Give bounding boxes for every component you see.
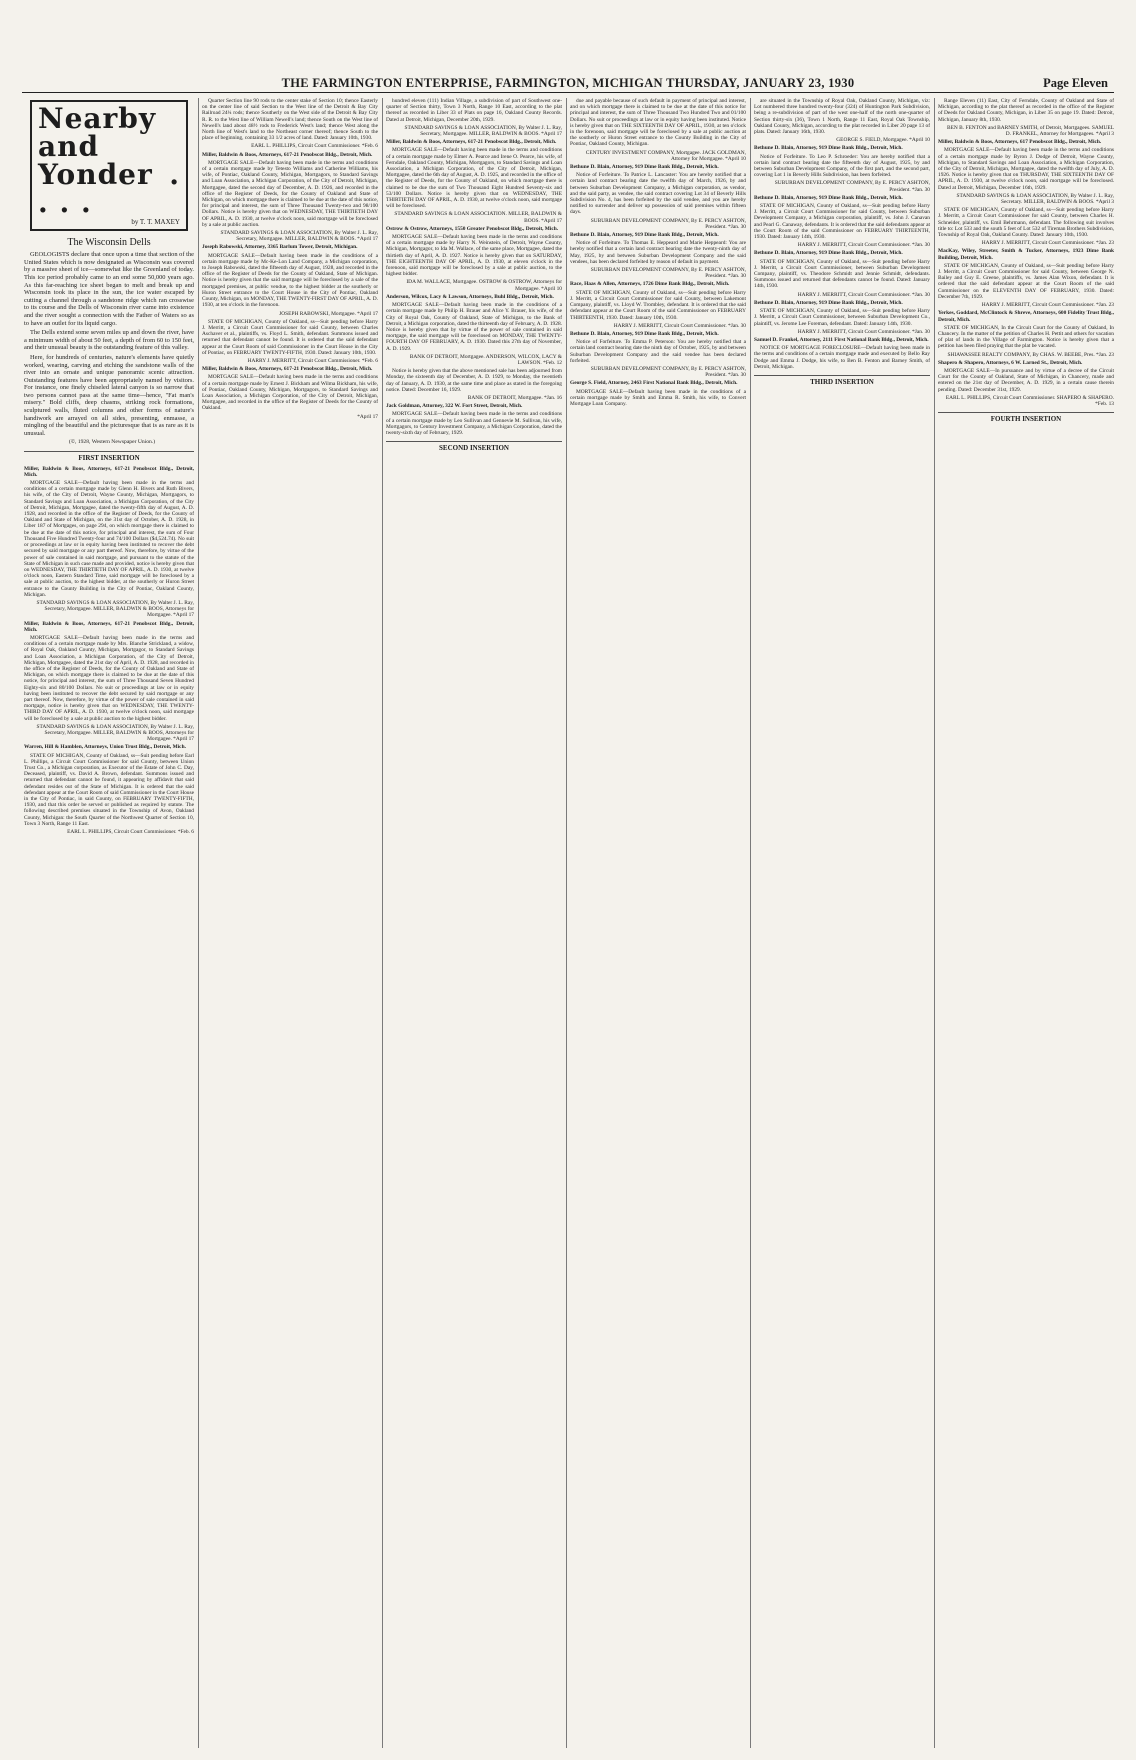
notice-body: STATE OF MICHIGAN, County of Oakland, ss—Suit pending before Harry J. Merritt, a Circuit Court Commissioner for said County, between Suburban Development Company, a Michigan corporation, plaintiff, vs. John J. Canavan and Pearl G. Canaway, defendants. It is ordered that the said defendants appear at the Court Room of the said Commissioner on FEBRUARY THIRTEENTH, 1930. Dated: January 14th, 1930. (754, 203, 930, 241)
notice-body: NOTICE OF MORTGAGE FORECLOSURE—Default having been made in the terms and conditions of a certain mortgage made and executed by Bello Ray Dodge and Emma J. Dodge, his wife, to Ben B. Fenton and Barney Smith, of Detroit, Michigan. (754, 345, 930, 370)
notice-body: MORTGAGE SALE—Default having been made in the terms and conditions of a certain mortgage made by Mrs. Blanche Strickland, a widow, of Royal Oak, Oakland County, Michigan, Mortgagor, to Standard Savings and Loan Association, a Michigan Corporation, of the City of Detroit, Michigan, Mortgagee, dated the 21st day of April, A. D. 1928, and recorded in the office of the Register of Deeds, for the County of Oakland and State of Michigan, on which mortgage there is claimed to be due at the date of this notice, for principal and interest, the sum of Three Thousand Seven Hundred Eighty-six and 80/100 Dollars. No suit or proceedings at law or in equity having been instituted to recover the debt secured by said mortgage or any part thereof. Now, therefore, by virtue of the power of sale contained in said mortgage, notice is hereby given that on WEDNESDAY, THE TWENTY-THIRD DAY OF APRIL, A. D. 1930, at twelve o'clock noon, said mortgage will be foreclosed by a sale at public auction to the highest bidder. (24, 634, 194, 722)
notice-signature: SUBURBAN DEVELOPMENT COMPANY, By E. PERCY ASHTON, President. *Jan. 30 (590, 217, 746, 230)
notice-heading: Miller, Baldwin & Boos, Attorneys, 617 Penobscot Bldg., Detroit, Mich. (938, 139, 1102, 146)
feature-paragraph: The Dells extend some seven miles up and down the river, have a minimum width of about 50 feet, a depth of from 60 to 150 feet, and their unusual beauty is the outstanding feature of this valley. (24, 329, 194, 352)
section-heading: SECOND INSERTION (386, 441, 562, 453)
notice-heading: Anderson, Wilcox, Lacy & Lawson, Attorneys, Buhl Bldg., Detroit, Mich. (386, 293, 554, 300)
legal-notice (386, 226, 562, 292)
notice-list (570, 98, 746, 407)
notice-body: are situated in the Township of Royal Oak, Oakland County, Michigan, viz: Lot numbered three hundred twenty-four (324) of Huntington Park Subdivision, being a re-subdivision of part of the west one-half of the north one-quarter of Section thirty-six (36), Town 1 North, Range 11 East, Royal Oak Township, Oakland County, Michigan, according to the plat recorded in Liber 20 page 13 of plats. Dated: January 16th, 1930. (754, 98, 930, 136)
legal-notice (570, 98, 746, 162)
legal-notice (570, 281, 746, 328)
notice-signature: HARRY J. MERRITT, Circuit Court Commissioner. *Jan. 30 (613, 322, 746, 329)
notice-list (754, 98, 930, 370)
notice-signature: STANDARD SAVINGS & LOAN ASSOCIATION, By Walter J. L. Ray, Secretary, Mortgagee. MILLER, BALDWIN & BOOS, Attorneys for Mortgagee. *April 17 (36, 599, 194, 619)
masthead (22, 76, 1114, 93)
notice-signature: HARRY J. MERRITT, Circuit Court Commissioner. *Feb. 6 (247, 357, 378, 364)
notice-body: MORTGAGE SALE—Default having been made in the terms and conditions of a certain mortgage made by Glenn H. Bivers and Ruth Bivers, his wife, of the City of Detroit, Wayne County, Michigan, Mortgagors, to Standard Savings and Loan Association, a Michigan Corporation, of the City of Detroit, Michigan, Mortgagee, dated the twenty-fifth day of August, A. D. 1928, and recorded in the office of the Register of Deeds, for the County of Oakland and State of Michigan, on the 31st day of October, A. D. 1928, in Liber 187 of Mortgages, on page 294, on which mortgage there is claimed to be due at the date of this notice, for principal and interest, the sum of Four Thousand Five Hundred Twenty-four and 74/100 Dollars ($4,524.74). No suit or proceedings at law or in equity having been instituted to recover the debt secured by said mortgage or any part thereof. Now, therefore, by virtue of the power of sale contained in said mortgage, and pursuant to the statute of the State of Michigan in such case made and provided, notice is hereby given that on WEDNESDAY, THE THIRTIETH DAY OF APRIL, A. D. 1930, at twelve o'clock noon, Eastern Standard Time, said mortgage will be foreclosed by a sale at public auction, to the highest bidder, at the southerly or Huron Street entrance to the County Building in the City of Pontiac, Oakland County, Michigan. (24, 480, 194, 598)
notice-heading: Miller, Baldwin & Boos, Attorneys, 617-21 Penobscot Bldg., Detroit, Mich. (202, 151, 373, 158)
legal-notice (938, 248, 1114, 308)
legal-notice (570, 232, 746, 279)
notice-signature: EARL L. PHILLIPS, Circuit Court Commissioner. *Feb. 6 (251, 143, 378, 150)
notice-body: MORTGAGE SALE—Default having been made in the terms and conditions of a certain mortgage made by Byron J. Dodge of Detroit, Wayne County, Michigan, to Standard Savings and Loan Association, a Michigan Corporation, of the City of Detroit, Michigan, Mortgagee, dated the twelfth day of July, A. D. 1926. Notice is hereby given that on THURSDAY, THE SIXTEENTH DAY OF APRIL, A. D. 1930, at twelve o'clock noon, said mortgage will be foreclosed. Dated at Detroit, Michigan, December 16th, 1929. (938, 147, 1114, 191)
notice-body: STATE OF MICHIGAN, County of Oakland, ss—Suit pending before Harry J. Merritt, a Circuit Court Commissioner, between Suburban Development Co., plaintiff, vs. Jerome Lee Foreman, defendant. Dated: January 14th, 1930. (754, 308, 930, 327)
legal-notice (754, 98, 930, 143)
notice-signature: BEN B. FENTON and BARNEY SMITH, of Detroit, Mortgagees. SAMUEL D. FRANKEL, Attorney for Mortgagees. *April 3 (947, 124, 1114, 138)
column-6 (938, 98, 1114, 1750)
column-rule (382, 98, 383, 1748)
notice-heading: Bethune D. Blain, Attorney, 919 Dime Bank Bldg., Detroit, Mich. (754, 145, 903, 152)
legal-notice (202, 319, 378, 364)
notice-body: Quarter Section line 90 rods to the center stake of Section 10; thence Easterly on the center line of said Section to the West line of the Detroit & Bay City Railroad 24¼ rods; thence Southerly on the West side of the Detroit & Bay City R. R. to the West line of William Newell's land; thence South on the West line of Newell's land about 48½ rods to Frederick West's land; thence West along the North line of West's land to the Northeast corner thereof; thence South to the place of beginning, containing 33 1/2 acres of land. Dated: January 10th, 1930. (202, 98, 378, 142)
notice-signature: SHIAWASSEE REALTY COMPANY, By CHAS. W. BEEBE, Pres. *Jan. 23 (947, 351, 1114, 358)
notice-heading: Bethune D. Blain, Attorney, 919 Dime Bank Bldg., Detroit, Mich. (570, 232, 719, 239)
notice-body: MORTGAGE SALE—Default having been made in the terms and conditions of a certain mortgage made by Leo Sullivan and Gennevie M. Sullivan, his wife, Mortgagors, to Century Investment Company, a Michigan Corporation, dated the twenty-sixth day of February, 1929. (386, 411, 562, 436)
column-rule (566, 98, 567, 1748)
notice-body: MORTGAGE SALE—Default having been made in the conditions of a certain mortgage made by Mc-Ke-Lon Land Company, a Michigan corporation, to Joseph Rabowski, dated the fifteenth day of August, 1928, and recorded in the office of the Register of Deeds for the County of Oakland, State of Michigan. Notice is hereby given that the said mortgage will be foreclosed by a sale of the mortgaged premises, at public vendue, to the highest bidder at the southerly or Huron Street entrance to the Court House in the City of Pontiac, Oakland County, Michigan, on MONDAY, THE TWENTY-FIRST DAY OF APRIL, A. D. 1930, at ten o'clock in the forenoon. (202, 252, 378, 309)
notice-heading: Bethune D. Blain, Attorney, 919 Dime Bank Bldg., Detroit, Mich. (754, 194, 903, 201)
legal-notice (202, 366, 378, 420)
section-heading: FIRST INSERTION (24, 451, 194, 463)
legal-notice (202, 98, 378, 150)
notice-list (386, 98, 562, 436)
legal-notice (938, 360, 1114, 407)
page-label: Page Eleven (1043, 76, 1108, 90)
notice-signature: *April 17 (357, 413, 378, 420)
notice-signature: SUBURBAN DEVELOPMENT COMPANY, By E. PERCY ASHTON, President. *Jan. 30 (590, 267, 746, 280)
notice-body: MORTGAGE SALE—Default having been made in the conditions of a certain mortgage made by Philip H. Brauer and Alice Y. Brauer, his wife, of the City of Royal Oak, County of Oakland, State of Michigan, to the Bank of Detroit, a Michigan corporation, dated the thirteenth day of February, A. D. 1928. Notice is hereby given that by virtue of the power of sale contained in said mortgage, the said mortgage will be foreclosed on MONDAY, THE TWENTY-FOURTH DAY OF FEBRUARY, A. D. 1930. Dated this 27th day of November, A. D. 1929. (386, 302, 562, 352)
notice-heading: Shapero & Shapero, Attorneys, 6 W. Larned St., Detroit, Mich. (938, 359, 1083, 366)
section-heading: FOURTH INSERTION (938, 412, 1114, 424)
column-5 (754, 98, 930, 1750)
notice-signature: HARRY J. MERRITT, Circuit Court Commissioner. *Jan. 30 (797, 242, 930, 249)
legal-notice (386, 294, 562, 366)
legal-notice (202, 152, 378, 243)
legal-notice (386, 139, 562, 224)
copyright-line: (©, 1928, Western Newspaper Union.) (68, 439, 156, 446)
legal-notice (24, 466, 194, 619)
column-3 (386, 98, 562, 1750)
legal-notice (202, 244, 378, 316)
notice-body: STATE OF MICHIGAN, In the Circuit Court for the County of Oakland, In Chancery. In the matter of the petition of Charles H. Pettit and others for vacation of plat of lands in the Village of Farmington. Notice is hereby given that a petition has been filed praying that the plat be vacated. (938, 324, 1114, 350)
notice-signature: JOSEPH RABOWSKI, Mortgagee. *April 17 (279, 310, 378, 317)
feature-title-line1: Nearby and (38, 102, 157, 163)
legal-notice (386, 368, 562, 401)
notice-signature: STANDARD SAVINGS & LOAN ASSOCIATION, By Walter J. L. Ray, Secretary, Mortgagee. MILLER, BALDWIN & BOOS. *April 17 (404, 124, 562, 138)
notice-body: Notice of Forfeiture. To Patrice L. Lancaster: You are hereby notified that a certain land contract bearing date the twelfth day of March, 1926, by and between Suburban Development Company, a Michigan corporation, as vendor, and the said party, as vendee, the said contract covering Lot 34 of Beverly Hills Subdivision No. 4, has been forfeited by the said vendee, and you are hereby notified to surrender and deliver up possession of said premises within fifteen days. (570, 172, 746, 216)
feature-paragraph: GEOLOGISTS declare that once upon a time that section of the United States which is now designated as Wisconsin was covered by a massive sheet of ice—somewhat like the Greenland of today. This ice period probably came to an end some 50,000 years ago. As this far-reaching ice sheet began to melt and break up and Wisconsin took its place in the sun, the ice water escaped by cutting a channel through a sandstone ridge which ran crosswise to its course and the Dells of Wisconsin river came into existence and the river sought a connection with the Father of Waters so as to have an outlet for its liquid cargo. (24, 251, 194, 327)
notice-heading: MacKay, Wiley, Streeter, Smith & Tucker, Attorneys, 1923 Dime Bank Building, Detroit, Mich. (938, 248, 1114, 261)
masthead-title: THE FARMINGTON ENTERPRISE, FARMINGTON, MICHIGAN THURSDAY, JANUARY 23, 1930 (281, 76, 855, 90)
notice-body: MORTGAGE SALE—Default having been made in the conditions of a certain mortgage made by Smith and Emma R. Smith, his wife, to Convert Mortgage Loan Company. (570, 388, 746, 407)
notice-list (938, 98, 1114, 407)
notice-body: STATE OF MICHIGAN, County of Oakland, ss—Suit pending before Harry J. Merritt, a Circuit Court Commissioner, between Suburban Development Company, plaintiff, vs. Theodore Schmidt and Jennie Schmidt, defendants. Summons issued and returned that defendants cannot be found. Dated: January 14th, 1930. (754, 258, 930, 290)
legal-notice (754, 145, 930, 192)
legal-notice (754, 195, 930, 249)
column-rule (934, 98, 935, 1748)
notice-signature: GEORGE S. FIELD, Mortgagee. *April 10 (836, 137, 930, 144)
notice-body: hundred eleven (111) Indian Village, a subdivision of part of Southwest one-quarter of Section thirty, Town 3 North, Range 10 East, according to the plat thereof as recorded in Liber 33 of Plats on page 16, Oakland County Records. Dated at Detroit, Michigan, December 20th, 1929. (386, 98, 562, 123)
legal-notice (24, 621, 194, 743)
legal-notice (938, 207, 1114, 246)
legal-notice (938, 310, 1114, 357)
legal-notice (754, 250, 930, 297)
feature-body (24, 251, 194, 437)
legal-notice (754, 337, 930, 370)
notice-signature: STANDARD SAVINGS & LOAN ASSOCIATION, By Walter J. L. Ray, Secretary. MILLER, BALDWIN & BOOS. *April 3 (956, 192, 1114, 206)
notice-body: STATE OF MICHIGAN, County of Oakland, ss—Suit pending before Harry J. Merritt, a Circuit Court Commissioner for said County, between Charles H. Schneider, plaintiff, vs. Emil Behrmann, defendant. The following suit involves title to: Lot 533 and the south 5 feet of Lot 532 of Tireman Brothers Subdivision, Township of Royal Oak, Oakland County. Dated: January 10th, 1930. (938, 207, 1114, 239)
notice-signature: STANDARD SAVINGS & LOAN ASSOCIATION, By Walter J. L. Ray, Secretary, Mortgagee. MILLER, BALDWIN & BOOS, Attorneys for Mortgagee. *April 17 (36, 723, 194, 743)
notice-list (24, 466, 194, 836)
notice-signature: SUBURBAN DEVELOPMENT COMPANY, By E. PERCY ASHTON, President. *Jan. 30 (774, 180, 930, 193)
notice-heading: Miller, Baldwin & Boos, Attorneys, 617-21 Penobscot Bldg., Detroit, Mich. (24, 465, 194, 478)
legal-notice (570, 331, 746, 378)
notice-body: MORTGAGE SALE—In pursuance and by virtue of a decree of the Circuit Court for the County of Oakland, State of Michigan, in Chancery, made and entered on the 21st day of December, A. D. 1929, in a certain cause therein pending. Dated: December 31st, 1929. (938, 367, 1114, 393)
notice-body: STATE OF MICHIGAN, County of Oakland, ss—Suit pending before Earl L. Phillips, a Circuit Court Commissioner for said County, between Union Trust Co., a Michigan corporation, as Executor of the Estate of John C. Day, Deceased, plaintiff, vs. David A. Brown, defendant. Summons issued and returned that defendant cannot be found, it appearing by affidavit that said defendant resides out of the State of Michigan. It is ordered that the said defendant appear at the Court Room of said Commissioner in the Court House in the City of Pontiac, in said County, on FEBRUARY TWENTY-FIFTH, 1930, and that this order be served or published as required by statute. The following described premises situated in the Township of Avon, Oakland County, Michigan: the South Quarter of the Northwest Quarter of Section 10, Town 3 North, Range 11 East. (24, 752, 194, 827)
notice-heading: Ostrow & Ostrow, Attorneys, 1550 Greater Penobscot Bldg., Detroit, Mich. (386, 225, 559, 232)
notice-body: Notice is hereby given that the above mentioned sale has been adjourned from Monday, the sixteenth day of December, A. D. 1929, to Monday, the twentieth day of January, A. D. 1930, at the same time and place as stated in the foregoing notice. Dated: December 16, 1929. (386, 368, 562, 393)
notice-heading: Bethune D. Blain, Attorney, 919 Dime Bank Bldg., Detroit, Mich. (754, 250, 903, 257)
notice-signature: HARRY J. MERRITT, Circuit Court Commissioner. *Jan. 23 (981, 240, 1114, 247)
feature-headline: The Wisconsin Dells (67, 237, 151, 249)
notice-body: MORTGAGE SALE—Default having been made in the terms and conditions of a certain mortgage made by Harry N. Weinstein, of Detroit, Wayne County, Michigan, Mortgagor, to Ida M. Wallace, of the same place, Mortgagee, dated the thirtieth day of April, A. D. 1927. Notice is hereby given that on SATURDAY, THE EIGHTEENTH DAY OF APRIL, A. D. 1930, at eleven o'clock in the forenoon, said mortgage will be foreclosed by a sale at public auction, to the highest bidder. (386, 234, 562, 278)
feature-paragraph: Here, for hundreds of centuries, nature's elements have quietly worked, wearing, carving and etching the sandstone walls of the river into an ornate and unique panoramic scenic attraction. Outstanding features have been appropriately named by visitors. For instance, one finely chiseled lateral canyon is so narrow that two persons cannot pass at the same time—hence, "Fat man's misery." Bold cliffs, deep chasms, striking rock formations, sculptured walls, fluted columns and other forms of nature's handiwork are arrayed on all sides, presenting, enmasse, a mingling of the beautiful and the picturesque that is as rare as it is unusual. (24, 353, 194, 437)
notice-heading: Jack Goldman, Attorney, 322 W. Fort Street, Detroit, Mich. (386, 403, 523, 410)
notice-heading: Miller, Baldwin & Boos, Attorneys, 617-21 Penobscot Bldg., Detroit, Mich. (24, 620, 194, 633)
legal-notice (570, 164, 746, 230)
notice-heading: Bethune D. Blain, Attorney, 919 Dime Bank Bldg., Detroit, Mich. (754, 299, 903, 306)
legal-notice (386, 403, 562, 436)
notice-body: MORTGAGE SALE—Default having been made in the terms and conditions of a certain mortgage made by Tetesto Williams and Catherine Williams, his wife, of Pontiac, Oakland County, Michigan, Mortgagors, to Standard Savings and Loan Association, a Michigan Corporation, of the City of Detroit, Michigan, Mortgagee, dated the second day of December, A. D. 1926, and recorded in the office of the Register of Deeds, for the County of Oakland and State of Michigan, on which mortgage there is claimed to be due at the date of this notice, for principal and interest, the sum of Three Thousand Twenty-two and 98/100 Dollars. Notice is hereby given that on WEDNESDAY, THE THIRTIETH DAY OF APRIL, A. D. 1930, at twelve o'clock noon, said mortgage will be foreclosed by a sale at public auction. (202, 159, 378, 228)
legal-notice (24, 744, 194, 835)
column-2 (202, 98, 378, 1750)
notice-list (202, 98, 378, 420)
legal-notice (938, 98, 1114, 137)
feature-title-line2: Yonder . . . . (38, 158, 180, 219)
notice-signature: STANDARD SAVINGS & LOAN ASSOCIATION, By Walter J. L. Ray, Secretary, Mortgagee. MILLER, BALDWIN & BOOS. *April 17 (220, 230, 378, 243)
notice-body: Notice of Forfeiture. To Emma P. Peterson: You are hereby notified that a certain land contract bearing date the ninth day of October, 1925, by and between Suburban Development Company and the said vendee has been declared forfeited. (570, 339, 746, 364)
feature-byline: by T. T. MAXEY (131, 218, 180, 226)
column-1 (24, 98, 194, 1750)
notice-heading: George S. Field, Attorney, 2463 First National Bank Bldg., Detroit, Mich. (570, 380, 738, 387)
column-4 (570, 98, 746, 1750)
notice-signature: STANDARD SAVINGS & LOAN ASSOCIATION. MILLER, BALDWIN & BOOS. *April 17 (394, 211, 562, 224)
notice-heading: Warren, Hill & Hamblen, Attorneys, Union Trust Bldg., Detroit, Mich. (24, 744, 186, 751)
notice-signature: HARRY J. MERRITT, Circuit Court Commissioner. *Jan. 30 (797, 291, 930, 298)
notice-heading: Bethune D. Blain, Attorney, 919 Dime Bank Bldg., Detroit, Mich. (570, 164, 719, 171)
notice-body: STATE OF MICHIGAN, County of Oakland, ss—Suit pending before Harry J. Merritt, a Circuit Court Commissioner for said County, between George N. Bailey and Guy E. Greene, plaintiffs, vs. James Alan Wixon, defendant. It is ordered that the said defendant appear at the Court Room of the said Commissioner on the ELEVENTH DAY OF FEBRUARY, 1930. Dated: December 7th, 1929. (938, 262, 1114, 300)
legal-notice (754, 300, 930, 335)
notice-heading: Miller, Baldwin & Boos, Attorneys, 617-21 Penobscot Bldg., Detroit, Mich. (202, 366, 373, 373)
column-rule (750, 98, 751, 1748)
notice-signature: BANK OF DETROIT, Mortgagee. *Jan. 16 (467, 394, 562, 401)
notice-signature: EARL L. PHILLIPS, Circuit Court Commissioner. SHAPERO & SHAPERO. *Feb. 13 (945, 394, 1114, 407)
legal-notice (386, 98, 562, 137)
notice-body: due and payable because of such default in payment of principal and interest, and on which mortgage there is claimed to be due at the date of this notice for principal and interest, the sum of Three Thousand Two Hundred Two and 01/100 Dollars. No suit or proceedings at law or in equity having been instituted. Notice is hereby given that on THE SIXTEENTH DAY OF APRIL, 1930, at ten o'clock in the forenoon, said mortgage will be foreclosed by a sale at public auction at the southerly or Huron Street entrance to the County Building in the City of Pontiac, Oakland County, Michigan. (570, 98, 746, 148)
feature-box (30, 100, 188, 231)
legal-notice (570, 380, 746, 407)
notice-signature: EARL L. PHILLIPS, Circuit Court Commissioner. *Feb. 6 (67, 829, 194, 836)
column-rule (198, 98, 199, 1748)
notice-heading: Miller, Baldwin & Boos, Attorneys, 617-21 Penobscot Bldg., Detroit, Mich. (386, 139, 557, 146)
notice-signature: HARRY J. MERRITT, Circuit Court Commissioner. *Jan. 30 (797, 328, 930, 335)
section-heading: THIRD INSERTION (754, 375, 930, 387)
notice-signature: SUBURBAN DEVELOPMENT COMPANY, By E. PERCY ASHTON, President. *Jan. 30 (590, 365, 746, 379)
notice-signature: CENTURY INVESTMENT COMPANY, Mortgagee. JACK GOLDMAN, Attorney for Mortgagee. *April 10 (585, 149, 746, 162)
notice-heading: Race, Haas & Allen, Attorneys, 1726 Dime Bank Bldg., Detroit, Mich. (570, 281, 730, 288)
notice-body: MORTGAGE SALE—Default having been made in the terms and conditions of a certain mortgage made by Elmer A. Pearce and Irene O. Pearce, his wife, of Ferndale, Oakland County, Michigan, Mortgagors, to Standard Savings and Loan Association, a Michigan Corporation, of the City of Detroit, Michigan, Mortgagee, dated the 6th day of August, A. D. 1925, and recorded in the office of the Register of Deeds, for the County of Oakland, on which mortgage there is claimed to be due the sum of Two Thousand Eight Hundred Seventy-six and 53/100 Dollars. Notice is hereby given that on WEDNESDAY, THE THIRTIETH DAY OF APRIL, A. D. 1930, at twelve o'clock noon, said mortgage will be foreclosed. (386, 147, 562, 210)
notice-body: STATE OF MICHIGAN, County of Oakland, ss—Suit pending before Harry J. Merritt, a Circuit Court Commissioner for said County, between Lakemont Company, plaintiff, vs. Lloyd W. Trombley, defendant. It is ordered that the said defendant appear at the Court Room of the said Commissioner on FEBRUARY THIRTEENTH, 1930. Dated: January 10th, 1930. (570, 289, 746, 321)
legal-notice (938, 139, 1114, 205)
notice-body: MORTGAGE SALE—Default having been made in the terms and conditions of a certain mortgage made by Ernest J. Bickham and Wilma Bickham, his wife, of Pontiac, Oakland County, Michigan, Mortgagors, to Standard Savings and Loan Association, a Michigan Corporation, of the City of Detroit, Michigan, Mortgagee, and recorded in the office of the Register of Deeds for the County of Oakland. (202, 374, 378, 412)
notice-body: Notice of Forfeiture. To Thomas E. Heppeard and Marie Heppeard: You are hereby notified that a certain land contract bearing date the twenty-ninth day of May, 1925, by and between Suburban Development Company and the said vendees, has been declared forfeited by reason of default in payment. (570, 240, 746, 265)
notice-heading: Joseph Rabowski, Attorney, 3365 Barlum Tower, Detroit, Michigan. (202, 244, 358, 251)
notice-heading: Yerkes, Goddard, McClintock & Shreve, Attorneys, 600 Fidelity Trust Bldg., Detroit, Mich. (938, 310, 1114, 323)
notice-body: Notice of Forfeiture. To Leo P. Schroeder: You are hereby notified that a certain land contract bearing date the fifteenth day of August, 1925, by and between Suburban Development Company, of the first part, and the second part, covering Lot 1 in Beverly Hills Subdivision, has been forfeited. (754, 153, 930, 179)
notice-signature: HARRY J. MERRITT, Circuit Court Commissioner. *Jan. 23 (981, 302, 1114, 309)
notice-body: Range Eleven (11) East, City of Ferndale, County of Oakland and State of Michigan, according to the plat thereof as recorded in the office of the Register of Deeds for Oakland County, Michigan, in Liber 35 on page 19. Dated: Detroit, Michigan, January 8th, 1930. (938, 98, 1114, 123)
notice-signature: BANK OF DETROIT, Mortgagee. ANDERSON, WILCOX, LACY & LAWSON. *Feb. 12 (409, 353, 562, 366)
notice-heading: Samuel D. Frankel, Attorney, 2111 First National Bank Bldg., Detroit, Mich. (754, 336, 929, 343)
notice-signature: IDA M. WALLACE, Mortgagee. OSTROW & OSTROW, Attorneys for Mortgagee. *April 10 (406, 279, 562, 292)
notice-body: STATE OF MICHIGAN, County of Oakland, ss—Suit pending before Harry J. Merritt, a Circuit Court Commissioner for said County, between Charles Aschaver et al., plaintiffs, vs. Floyd L. Smith, defendant. Summons issued and returned that defendant cannot be found. It is ordered that the said defendant appear at the Court Room of said Commissioner in the Court House in the City of Pontiac, on FEBRUARY TWENTY-FIFTH, 1930. Dated: January 10th, 1930. (202, 318, 378, 356)
notice-heading: Bethune D. Blain, Attorney, 919 Dime Bank Bldg., Detroit, Mich. (570, 330, 719, 337)
